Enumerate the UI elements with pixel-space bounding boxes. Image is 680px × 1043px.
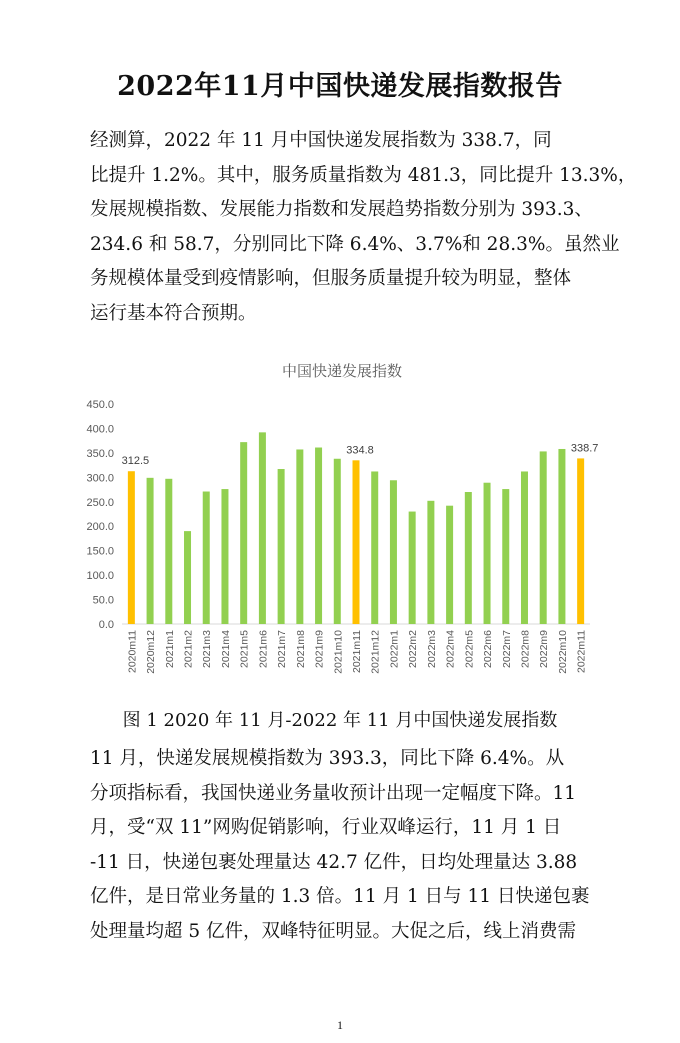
bar	[409, 512, 416, 624]
paragraph-line: 发展规模指数、发展能力指数和发展趋势指数分别为 393.3、	[90, 199, 593, 220]
bar	[296, 449, 303, 624]
bar	[577, 458, 584, 624]
intro-paragraph	[90, 124, 637, 331]
x-tick-label: 2021m2	[182, 630, 195, 668]
bar	[278, 469, 285, 624]
x-tick-label: 2021m10	[332, 630, 345, 674]
x-tick-label: 2022m2	[407, 630, 420, 668]
x-tick-label: 2021m3	[201, 630, 214, 668]
paragraph-line: 亿件，是日常业务量的 1.3 倍。11 月 1 日与 11 日快递包裹	[90, 886, 590, 907]
bar	[558, 449, 565, 624]
bar	[315, 448, 322, 624]
paragraph-line: 处理量均超 5 亿件，双峰特征明显。大促之后，线上消费需	[90, 920, 577, 942]
bar	[484, 483, 491, 624]
paragraph-line: 11 月，快递发展规模指数为 393.3，同比下降 6.4%。从	[90, 748, 565, 769]
y-tick-label: 400.0	[86, 423, 114, 436]
x-tick-label: 2022m5	[463, 630, 476, 668]
bar	[521, 471, 528, 624]
bar	[353, 460, 360, 624]
scale-paragraph	[90, 742, 630, 949]
data-label: 338.7	[570, 442, 599, 455]
paragraph-line: 234.6 和 58.7，分别同比下降 6.4%、3.7%和 28.3%。虽然业	[90, 233, 620, 255]
paragraph-line: 分项指标看，我国快递业务量收预计出现一定幅度下降。11	[90, 782, 577, 804]
y-tick-label: 50.0	[92, 594, 114, 607]
bar	[446, 506, 453, 624]
bar	[502, 489, 509, 624]
x-tick-label: 2021m9	[313, 630, 326, 668]
y-tick-label: 0.0	[98, 619, 114, 631]
paragraph-line: 运行基本符合预期。	[90, 302, 257, 324]
bar	[128, 471, 135, 624]
y-tick-label: 450.0	[86, 399, 114, 411]
bar	[147, 478, 154, 624]
chart-plot	[72, 360, 612, 685]
bar	[334, 459, 341, 624]
x-tick-label: 2020m12	[145, 630, 158, 674]
chart-title: 中国快递发展指数	[281, 362, 402, 380]
bar	[371, 471, 378, 624]
paragraph-line: -11 日，快递包裹处理量达 42.7 亿件，日均处理量达 3.88	[90, 851, 578, 873]
x-tick-label: 2021m5	[238, 630, 251, 668]
paragraph-line: 务规模体量受到疫情影响，但服务质量提升较为明显，整体	[90, 268, 572, 289]
bar	[240, 442, 247, 624]
x-tick-label: 2021m1	[163, 630, 176, 668]
x-tick-label: 2022m11	[575, 630, 588, 674]
data-label: 312.5	[121, 455, 150, 468]
x-tick-label: 2021m7	[276, 630, 289, 668]
paragraph-line: 经测算，2022 年 11 月中国快递发展指数为 338.7，同	[90, 130, 552, 151]
index-chart	[72, 360, 612, 685]
x-tick-label: 2021m11	[351, 630, 363, 674]
bar	[184, 531, 191, 624]
y-tick-label: 100.0	[86, 570, 114, 583]
x-tick-label: 2022m9	[538, 630, 551, 668]
x-tick-label: 2021m4	[219, 630, 232, 668]
data-label: 334.8	[346, 444, 374, 457]
x-tick-label: 2022m8	[519, 630, 532, 668]
y-tick-label: 250.0	[86, 496, 114, 509]
paragraph-line: 比提升 1.2%。其中，服务质量指数为 481.3，同比提升 13.3%，	[90, 164, 637, 186]
x-tick-label: 2022m3	[425, 630, 438, 668]
x-tick-label: 2022m6	[482, 630, 495, 668]
y-tick-label: 300.0	[86, 472, 114, 485]
x-tick-label: 2020m11	[126, 630, 139, 674]
bar	[221, 489, 228, 624]
page-number: 1	[337, 1018, 343, 1032]
bar	[540, 451, 547, 624]
x-tick-label: 2022m4	[444, 630, 457, 668]
report-title: 2022年11月中国快递发展指数报告	[117, 71, 563, 102]
bar	[203, 492, 210, 624]
x-tick-label: 2022m10	[556, 630, 569, 674]
bar	[259, 432, 266, 624]
bar	[165, 479, 172, 624]
paragraph-line: 月，受“双 11”网购促销影响，行业双峰运行，11 月 1 日	[90, 817, 562, 838]
x-tick-label: 2021m12	[369, 630, 382, 674]
bar	[427, 501, 434, 624]
y-tick-label: 150.0	[86, 545, 114, 558]
bar	[390, 480, 397, 624]
x-tick-label: 2021m6	[257, 630, 270, 668]
x-tick-label: 2022m7	[500, 630, 513, 668]
y-tick-label: 200.0	[86, 521, 114, 534]
x-tick-label: 2021m8	[294, 630, 307, 668]
bar	[465, 492, 472, 624]
y-tick-label: 350.0	[86, 447, 114, 460]
x-tick-label: 2022m1	[388, 630, 401, 668]
figure-caption: 图 1 2020 年 11 月-2022 年 11 月中国快递发展指数	[122, 710, 558, 731]
